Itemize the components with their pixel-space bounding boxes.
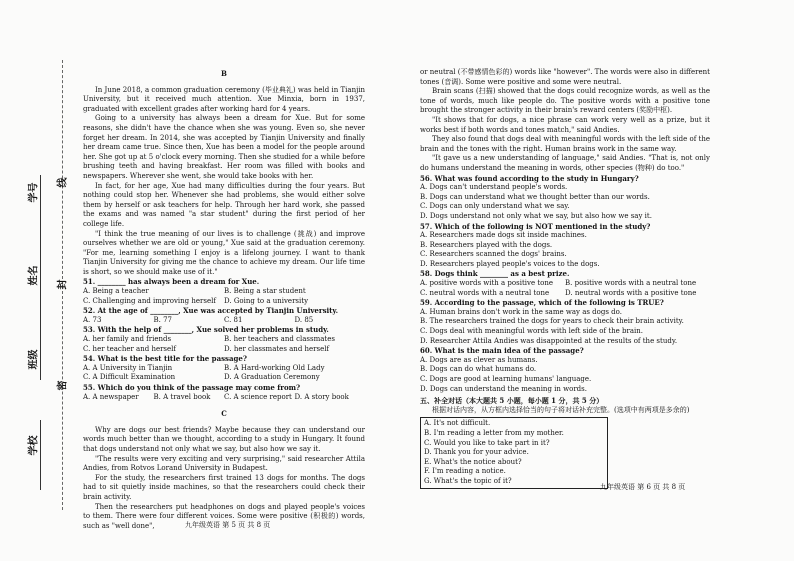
option: C. Dogs deal with meaningful words with left side of the brain. (420, 327, 643, 336)
option: C. Dogs can only understand what we say. (420, 202, 570, 211)
passage-b-paragraph: In June 2018, a common graduation ceremony (毕业典礼) was held in Tianjin University, but it received much attention. Xue Minxia, born in 1937, graduated with excellent grades after working hard for 4 years. (83, 85, 365, 113)
question-57: 57. Which of the following is NOT mentioned in the study? (420, 221, 651, 231)
question-55: 55. Which do you think of the passage may come from? (83, 383, 301, 392)
page-footer-left: 九年级英语 第 5 页 共 8 页 (185, 521, 271, 529)
option: A. A University in Tianjin (83, 363, 173, 372)
option: A. A newspaper (83, 392, 139, 401)
passage-c-paragraph: Why are dogs our best friends? Maybe because they can understand our words much better than we thought, according to a study in Hungary. It found that dogs understand not only what we say, but also how we say it. (83, 425, 365, 453)
passage-c-paragraph: "The results were very exciting and very surprising," said researcher Attila Andies, from Rotvos Lorand University in Budapest. (83, 454, 365, 473)
option: D. Dogs understand not only what we say, but also how we say it. (420, 211, 652, 220)
school-label: 学校 (28, 435, 40, 456)
box-option: A. It's not difficult. (424, 419, 491, 428)
passage-b-paragraph: In fact, for her age, Xue had many difficulties during the four years. But nothing could stop her. Whenever she had problems, she would either solve them by herself or ask teachers for help. Through her hard work, she passed the exams and was named "a star student" during the first period of her college life. (83, 181, 365, 228)
option: B. Dogs can understand what we thought better than our words. (420, 192, 650, 201)
passage-c-paragraph: Then the researchers put headphones on dogs and played people's voices to them. There were four different voices. Some were positive (积极的) words, such as "well done", (83, 502, 365, 530)
option: A. Human brains don't work in the same way as dogs do. (420, 307, 622, 316)
option: C. 81 (224, 315, 243, 324)
option: C. A Difficult Examination (83, 373, 176, 382)
box-option: E. What's the notice about? (424, 457, 522, 466)
option: C. neutral words with a neutral tone (420, 288, 550, 297)
box-option: F. I'm reading a notice. (424, 467, 506, 476)
option: A. Dogs are as clever as humans. (420, 355, 538, 364)
box-option: C. Would you like to take part in it? (424, 438, 550, 447)
left-column (83, 62, 365, 531)
question-58: 58. Dogs think ________ as a best prize. (420, 269, 570, 279)
box-option: G. What's the topic of it? (424, 476, 512, 485)
question-52: 52. At the age of ________, Xue was accepted by Tianjin University. (83, 306, 339, 316)
passage-c-continued: "It gave us a new understanding of language," said Andies. "That is, not only do humans understand the meaning in words, other species (物种) do too." (420, 154, 710, 172)
option: B. positive words with a neutral tone (565, 279, 697, 288)
class-label: 班级 (28, 349, 40, 370)
passage-c-continued: Brain scans (扫描) showed that the dogs could recognize words, as well as the tone of words, much like people do. The positive words with a positive tone brought the stronger activity in their brain's reward centers (奖励中枢). (420, 87, 710, 115)
passage-c-continued: "It shows that for dogs, a nice phrase can work very well as a prize, but it works best if both words and tones match," said Andies. (420, 115, 710, 134)
passage-c-paragraph: For the study, the researchers first trained 13 dogs for months. The dogs had to sit quietly inside machines, so that the researchers could check their brain activity. (83, 473, 365, 501)
option: C. Researchers scanned the dogs' brains. (420, 250, 567, 259)
option: D. her classmates and herself (224, 344, 330, 353)
divider-line-lower (40, 420, 41, 490)
question-60: 60. What is the main idea of the passage? (420, 346, 584, 356)
question-51: 51. ________ has always been a dream for Xue. (83, 277, 260, 287)
option: B. her teachers and classmates (224, 335, 335, 344)
passage-c-continued: or neutral (不带感情色彩的) words like "however". The words were also in different tones (音调). Some were positive and some were neutral. (420, 68, 710, 86)
option: B. Being a star student (224, 287, 306, 296)
option: B. A travel book (153, 392, 211, 401)
option: C. Challenging and improving herself (83, 296, 216, 305)
option: B. 77 (153, 315, 173, 324)
divider-line (40, 175, 41, 380)
option: C. her teacher and herself (83, 344, 176, 353)
section-5-instructions: 根据对话内容，从方框内选择恰当的句子将对话补充完整。(选项中有两项是多余的) (432, 405, 690, 414)
right-column (420, 68, 710, 489)
option: A. 73 (83, 315, 102, 324)
option: D. Researchers played people's voices to the dogs. (420, 259, 600, 268)
option: D. Researcher Attila Andies was disappointed at the results of the study. (420, 336, 678, 345)
option: C. A science report (224, 392, 292, 401)
option: B. Researchers played with the dogs. (420, 240, 553, 249)
seal-feng: 封 (57, 279, 69, 290)
option: A. Dogs can't understand people's words. (420, 183, 568, 192)
option: A. positive words with a positive tone (420, 279, 554, 288)
seal-xian: 线 (57, 177, 69, 188)
option: D. Dogs can understand the meaning in words. (420, 384, 587, 393)
question-56: 56. What was found according to the study in Hungary? (420, 173, 639, 183)
name-label: 姓名 (28, 265, 40, 286)
passage-c-label: C (221, 409, 227, 419)
question-59: 59. According to the passage, which of the following is TRUE? (420, 298, 664, 308)
option: C. Dogs are good at learning humans' language. (420, 375, 592, 383)
option: A. Researchers made dogs sit inside machines. (420, 231, 587, 240)
option: A. Being a teacher (83, 287, 149, 296)
passage-c-continued: They also found that dogs deal with meaningful words with the left side of the brain and the tones with the right. Human brains work in the same way. (420, 135, 710, 153)
option: A. her family and friends (83, 335, 172, 344)
passage-b-label: B (221, 69, 227, 78)
passage-b-paragraph: "I think the true meaning of our lives is to challenge (挑战) and improve ourselves whether we are old or young," Xue said at the graduation ceremony. "For me, learning something I enjoy is a lifelong journey. I want to thank Tianjin University for giving me the chance to achieve my dream. Our life time is short, so we should make use of it." (83, 229, 365, 276)
section-5-title: 五、补全对话（本大题共 5 小题，每小题 1 分，共 5 分） (420, 396, 604, 406)
seal-mi: 密 (57, 380, 69, 391)
option: D. A Graduation Ceremony (224, 373, 320, 382)
dialogue-options-box (420, 417, 608, 488)
box-option: B. I'm reading a letter from my mother. (424, 428, 564, 437)
question-53: 53. With the help of ________, Xue solved her problems in study. (83, 325, 329, 335)
option: B. Dogs can do what humans do. (420, 365, 537, 374)
passage-b-paragraph: Going to a university has always been a dream for Xue. But for some reasons, she didn't have the chance when she was young. Even so, she never forget her dream. In 2014, she was accepted by Tianjin University and finally her dream came true. Since then, Xue has been a model for the people around her. She got up at 5 o'clock every morning. Then she studied for a while before brushing teeth and having breakfast. Her room was filled with books and newspapers. Wherever she went, she would take books with her. (83, 114, 365, 180)
box-option: D. Thank you for your advice. (424, 448, 529, 457)
student-number-label: 学号 (28, 182, 40, 203)
option: B. The researchers trained the dogs for years to check their brain activity. (420, 317, 684, 326)
option: D. Going to a university (224, 296, 309, 305)
page-footer-right: 九年级英语 第 6 页 共 8 页 (600, 483, 686, 491)
binding-margin (0, 0, 75, 561)
option: D. A story book (294, 392, 349, 401)
option: D. 85 (294, 315, 314, 324)
option: B. A Hard-working Old Lady (224, 363, 325, 372)
option: D. neutral words with a positive tone (565, 288, 697, 297)
question-54: 54. What is the best title for the passage? (83, 354, 247, 364)
